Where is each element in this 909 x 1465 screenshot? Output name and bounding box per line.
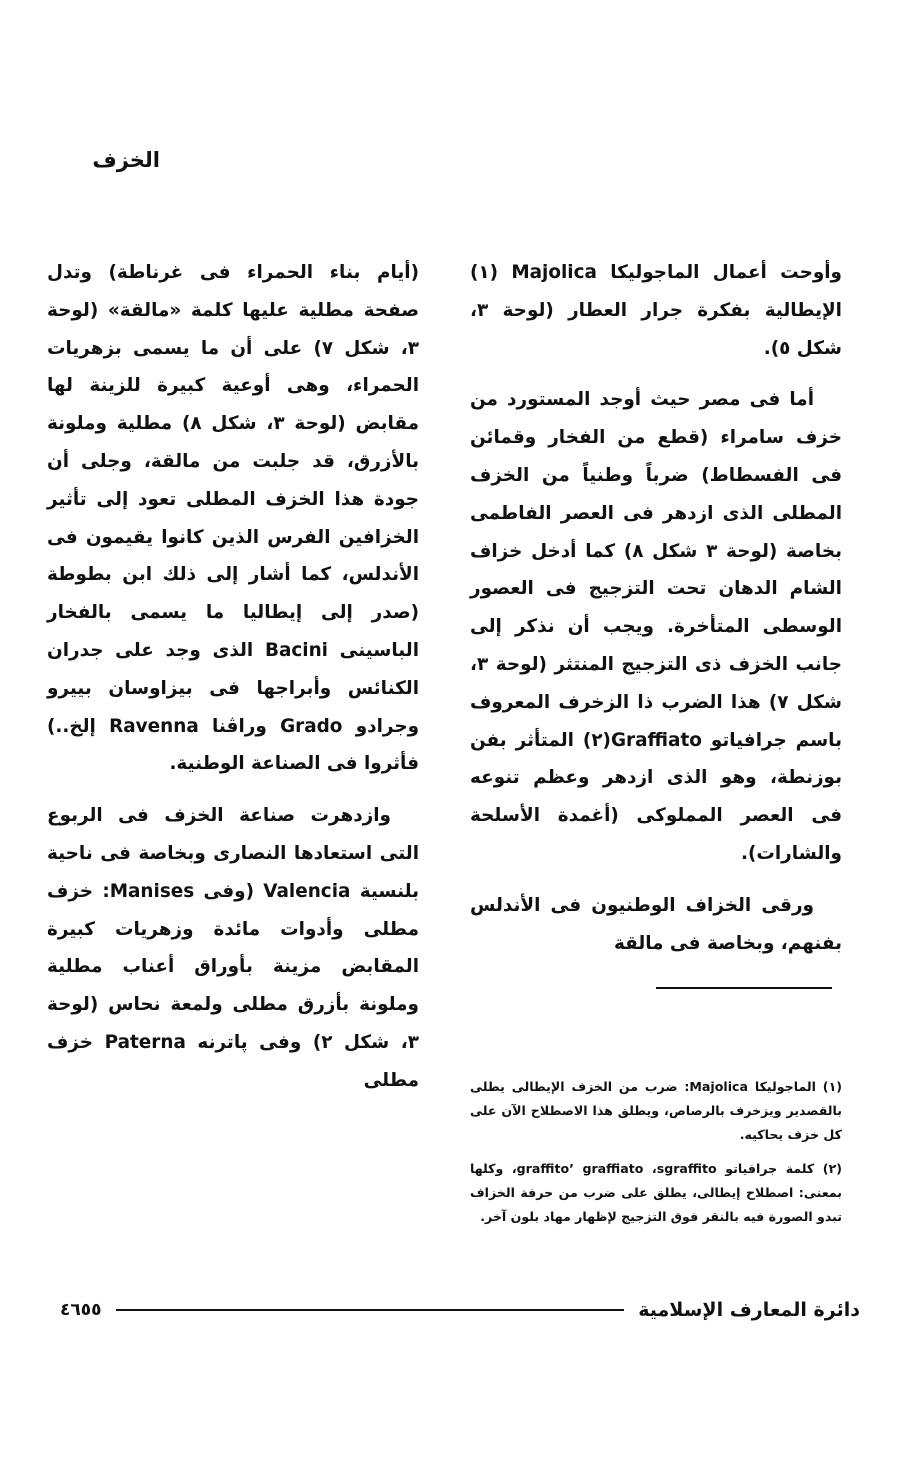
footnote-separator [656,987,832,989]
footnote-1: (١) الماجوليكا Majolica: ضرب من الخزف الإيطالى يطلى بالقصدير ويزخرف بالرصاص، ويطلق هذا الاصطلاح الآن على كل خزف يحاكيه. [470,1079,843,1142]
page-footer [60,1290,860,1330]
footer-rule [116,1309,625,1311]
running-header-title: الخزف [92,148,160,172]
footer-journal-title: دائرة المعارف الإسلامية [638,1299,860,1321]
text-column-right [470,254,842,976]
paragraph-egypt: أما فى مصر حيث أوجد المستورد من خزف سامراء (قطع من الفخار وقمائن فى الفسطاط) ضرباً وطنياً من الخزف المطلى الذى ازدهر فى العصر الفاطمى بخاصة (لوحة ٣ شكل ٨) كما أدخل خزاف الشام الدهان تحت التزجيج فى العصور الوسطى المتأخرة. ويجب أن نذكر إلى جانب الخزف ذى التزجيج المنتثر (لوحة ٣، شكل ٧) هذا الضرب ذا الزخرف المعروف باسم جرافياتو Graffiato(٢) المتأثر بفن بوزنطة، وهو الذى ازدهر وعظم تنوعه فى العصر المملوكى (أغمدة الأسلحة والشارات). [470,389,842,864]
paragraph-alhambra: (أيام بناء الحمراء فى غرناطة) وتدل صفحة مطلية عليها كلمة «مالقة» (لوحة ٣، شكل ٧) على أن ما يسمى بزهريات الحمراء، وهى أوعية كبيرة للزينة لها مقابض (لوحة ٣، شكل ٨) مطلية وملونة بالأزرق، قد جلبت من مالقة، وجلى أن جودة هذا الخزف المطلى تعود إلى تأثير الخزافين الفرس الذين كانوا يقيمون فى الأندلس، كما أشار إلى ذلك ابن بطوطة (صدر إلى إيطاليا ما يسمى بالفخار الباسينى Bacini الذى وجد على جدران الكنائس وأبراجها فى بيزاوسان بييرو وجرادو Grado وراڤنا Ravenna إلخ..) فأثروا فى الصناعة الوطنية. [47,262,420,775]
text-column-left [47,254,419,1114]
footnotes [470,1075,842,1239]
footnote-2: (٢) كلمة جرافياتو graffito’ graffiato ،sgraffito، وكلها بمعنى: اصطلاح إيطالى، يطلق على ضرب من حرفة الخزاف تبدو الصورة فيه بالنقر فوق التزجيج لإظهار مهاد بلون آخر. [470,1161,843,1224]
page-number: ٤٦٥٥ [60,1300,102,1320]
paragraph-andalus: ورقى الخزاف الوطنيون فى الأندلس بفنهم، وبخاصة فى مالقة [470,894,842,954]
paragraph-majolica: وأوحت أعمال الماجوليكا Majolica (١) الإيطالية بفكرة جرار العطار (لوحة ٣، شكل ٥). [470,262,842,359]
paragraph-valencia: وازدهرت صناعة الخزف فى الربوع التى استعادها النصارى وبخاصة فى ناحية بلنسية Valencia (وفى Manises: خزف مطلى وأدوات مائدة وزهريات كبيرة المقابض مزينة بأوراق أعناب مطلية وملونة بأزرق مطلى ولمعة نحاس (لوحة ٣، شكل ٢) وفى پاترنه Paterna خزف مطلى [47,805,419,1091]
